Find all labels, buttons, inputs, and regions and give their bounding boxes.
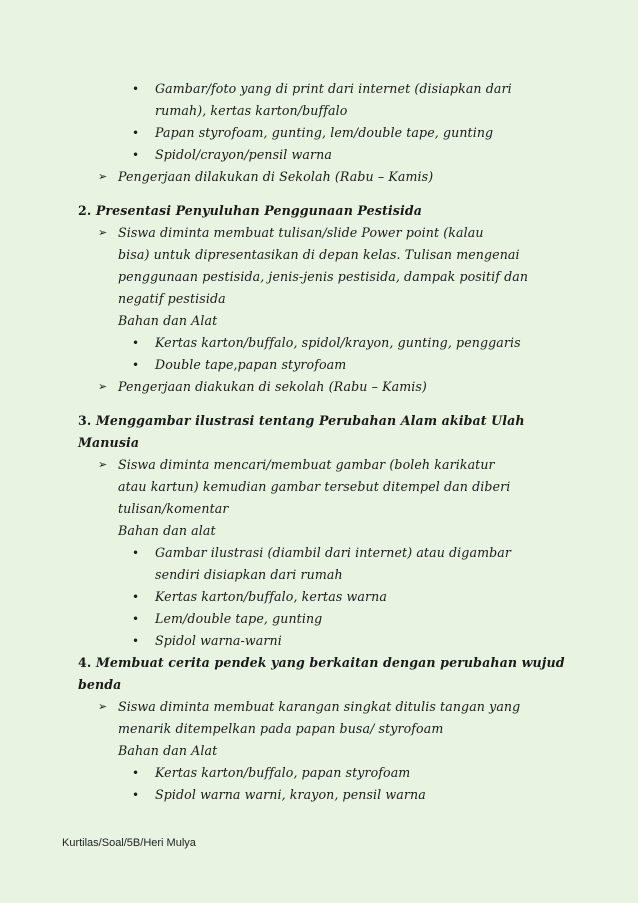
list-item: ➢ Siswa diminta membuat tulisan/slide Power point (kalau [78, 222, 568, 244]
arrow-bullet-icon: ➢ [98, 700, 108, 713]
bullet-icon: • [132, 336, 140, 350]
arrow-bullet-icon: ➢ [98, 170, 108, 183]
bullet-icon: • [132, 612, 140, 626]
list-item: ➢ Siswa diminta mencari/membuat gambar (boleh karikatur [78, 454, 568, 476]
list-item: • Double tape,papan styrofoam [78, 354, 568, 376]
list-item: ➢ Pengerjaan dilakukan di Sekolah (Rabu – Kamis) [78, 166, 568, 188]
section-heading: 3. Menggambar ilustrasi tentang Perubahan Alam akibat Ulah [78, 413, 525, 428]
materials-label: Bahan dan Alat [118, 313, 218, 328]
bullet-icon: • [132, 634, 140, 648]
list-item-continuation: bisa) untuk dipresentasikan di depan kelas. Tulisan mengenai [118, 247, 520, 262]
bullet-icon: • [132, 358, 140, 372]
bullet-icon: • [132, 546, 140, 560]
arrow-bullet-icon: ➢ [98, 458, 108, 471]
list-item-continuation: penggunaan pestisida, jenis-jenis pestisida, dampak positif dan [118, 269, 529, 284]
bullet-icon: • [132, 590, 140, 604]
list-item: ➢ Siswa diminta membuat karangan singkat ditulis tangan yang [78, 696, 568, 718]
list-item: • Kertas karton/buffalo, papan styrofoam [78, 762, 568, 784]
bullet-icon: • [132, 148, 140, 162]
bullet-icon: • [132, 788, 140, 802]
list-item-continuation: sendiri disiapkan dari rumah [155, 567, 343, 582]
bullet-icon: • [132, 126, 140, 140]
list-item-continuation: negatif pestisida [118, 291, 226, 306]
list-item: • Kertas karton/buffalo, kertas warna [78, 586, 568, 608]
bullet-icon: • [132, 766, 140, 780]
section-heading-continuation: benda [78, 677, 122, 692]
list-item: • Papan styrofoam, gunting, lem/double tape, gunting [78, 122, 568, 144]
document-body [78, 78, 568, 806]
list-item: • Spidol warna warni, krayon, pensil warna [78, 784, 568, 806]
arrow-bullet-icon: ➢ [98, 226, 108, 239]
materials-label: Bahan dan Alat [118, 743, 218, 758]
arrow-bullet-icon: ➢ [98, 380, 108, 393]
list-item: • Spidol warna-warni [78, 630, 568, 652]
list-item-continuation: atau kartun) kemudian gambar tersebut ditempel dan diberi [118, 479, 511, 494]
bullet-icon: • [132, 82, 140, 96]
section-heading-continuation: Manusia [78, 435, 140, 450]
section-heading: 2. Presentasi Penyuluhan Penggunaan Pestisida [78, 203, 423, 218]
list-item: • Kertas karton/buffalo, spidol/krayon, gunting, penggaris [78, 332, 568, 354]
list-item: • Gambar ilustrasi (diambil dari internet) atau digambar [78, 542, 568, 564]
list-item: • Lem/double tape, gunting [78, 608, 568, 630]
list-item: ➢ Pengerjaan diakukan di sekolah (Rabu – Kamis) [78, 376, 568, 398]
list-item-continuation: rumah), kertas karton/buffalo [155, 103, 348, 118]
page-footer: Kurtilas/Soal/5B/Heri Mulya [62, 837, 196, 849]
list-item: • Gambar/foto yang di print dari internet (disiapkan dari [78, 78, 568, 100]
list-item: • Spidol/crayon/pensil warna [78, 144, 568, 166]
list-item-continuation: tulisan/komentar [118, 501, 229, 516]
list-item-continuation: menarik ditempelkan pada papan busa/ styrofoam [118, 721, 444, 736]
section-heading: 4. Membuat cerita pendek yang berkaitan dengan perubahan wujud [78, 655, 565, 670]
materials-label: Bahan dan alat [118, 523, 216, 538]
